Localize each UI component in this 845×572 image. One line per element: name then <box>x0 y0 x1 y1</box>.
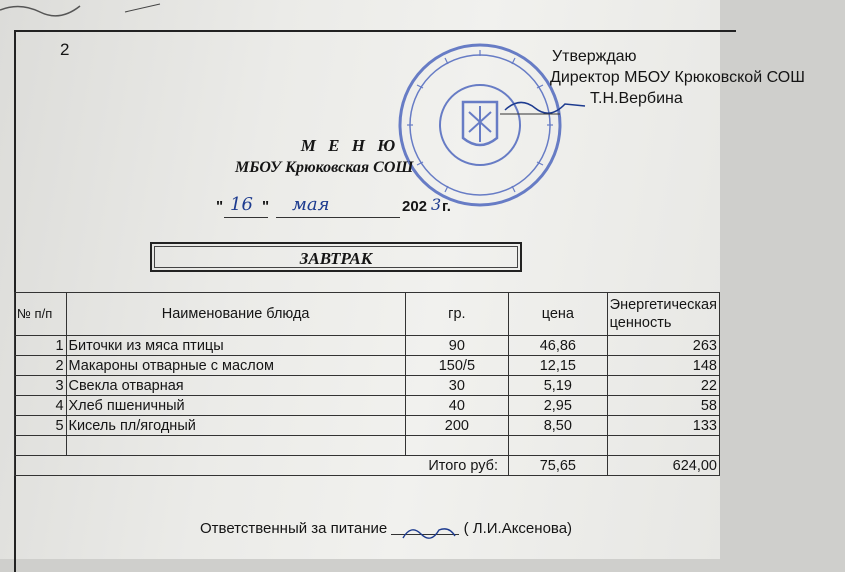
empty-cell <box>405 436 508 456</box>
approval-line-2: Директор МБОУ Крюковской СОШ <box>550 69 805 86</box>
row-price: 12,15 <box>509 356 608 376</box>
page-number: 2 <box>60 40 70 59</box>
row-no: 2 <box>15 356 67 376</box>
total-row <box>15 456 720 476</box>
menu-title: М Е Н Ю <box>300 136 400 155</box>
responsible-signature <box>399 522 467 544</box>
row-grams: 200 <box>405 416 508 436</box>
row-energy: 148 <box>607 356 719 376</box>
total-energy: 624,00 <box>607 456 719 476</box>
director-signature <box>500 92 590 122</box>
row-grams: 90 <box>405 336 508 356</box>
table-row <box>15 336 720 356</box>
menu-table <box>14 292 720 476</box>
date-day: 16 <box>230 194 253 215</box>
official-stamp <box>395 40 565 210</box>
date-year-suffix: г. <box>442 198 451 215</box>
table-row <box>15 356 720 376</box>
approval-line-1: Утверждаю <box>552 48 637 65</box>
approval-block <box>552 46 807 109</box>
table-header-row <box>15 293 720 336</box>
row-price: 2,95 <box>509 396 608 416</box>
table-row-empty <box>15 436 720 456</box>
row-name: Биточки из мяса птицы <box>66 336 405 356</box>
row-no: 4 <box>15 396 67 416</box>
date-month: мая <box>292 194 330 215</box>
row-no: 3 <box>15 376 67 396</box>
total-price: 75,65 <box>509 456 608 476</box>
empty-cell <box>15 436 67 456</box>
row-energy: 22 <box>607 376 719 396</box>
row-grams: 150/5 <box>405 356 508 376</box>
row-grams: 40 <box>405 396 508 416</box>
date-year-prefix: 202 <box>402 198 428 215</box>
date-day-underline <box>224 217 268 218</box>
row-name: Макароны отварные с маслом <box>66 356 405 376</box>
header-name: Наименование блюда <box>66 293 405 336</box>
row-energy: 263 <box>607 336 719 356</box>
table-row <box>15 396 720 416</box>
meal-label: ЗАВТРАК <box>299 249 373 268</box>
total-label: Итого руб: <box>15 456 509 476</box>
empty-cell <box>66 436 405 456</box>
date-month-underline <box>276 217 400 218</box>
row-price: 5,19 <box>509 376 608 396</box>
header-no: № п/п <box>15 293 67 336</box>
meal-box <box>150 242 522 272</box>
row-no: 1 <box>15 336 67 356</box>
responsible-name: ( Л.И.Аксенова) <box>463 520 573 537</box>
row-grams: 30 <box>405 376 508 396</box>
row-price: 46,86 <box>509 336 608 356</box>
row-name: Хлеб пшеничный <box>66 396 405 416</box>
row-energy: 133 <box>607 416 719 436</box>
table-row <box>15 376 720 396</box>
responsible-prefix: Ответственный за питание <box>200 520 388 537</box>
date-year-hand: 3 <box>431 195 442 214</box>
header-energy: Энергетическая ценность <box>607 293 719 336</box>
responsible-line <box>200 520 572 537</box>
empty-cell <box>509 436 608 456</box>
date-open-quote: " <box>216 198 224 215</box>
row-name: Кисель пл/ягодный <box>66 416 405 436</box>
empty-cell <box>607 436 719 456</box>
top-scribble <box>0 0 720 30</box>
row-energy: 58 <box>607 396 719 416</box>
header-grams: гр. <box>405 293 508 336</box>
header-price: цена <box>509 293 608 336</box>
row-no: 5 <box>15 416 67 436</box>
row-name: Свекла отварная <box>66 376 405 396</box>
table-row <box>15 416 720 436</box>
approval-line-3: Т.Н.Вербина <box>590 90 683 107</box>
row-price: 8,50 <box>509 416 608 436</box>
organization-name: МБОУ Крюковская СОШ <box>235 159 414 176</box>
date-close-quote: " <box>262 198 270 215</box>
responsible-signature-line <box>391 534 459 535</box>
